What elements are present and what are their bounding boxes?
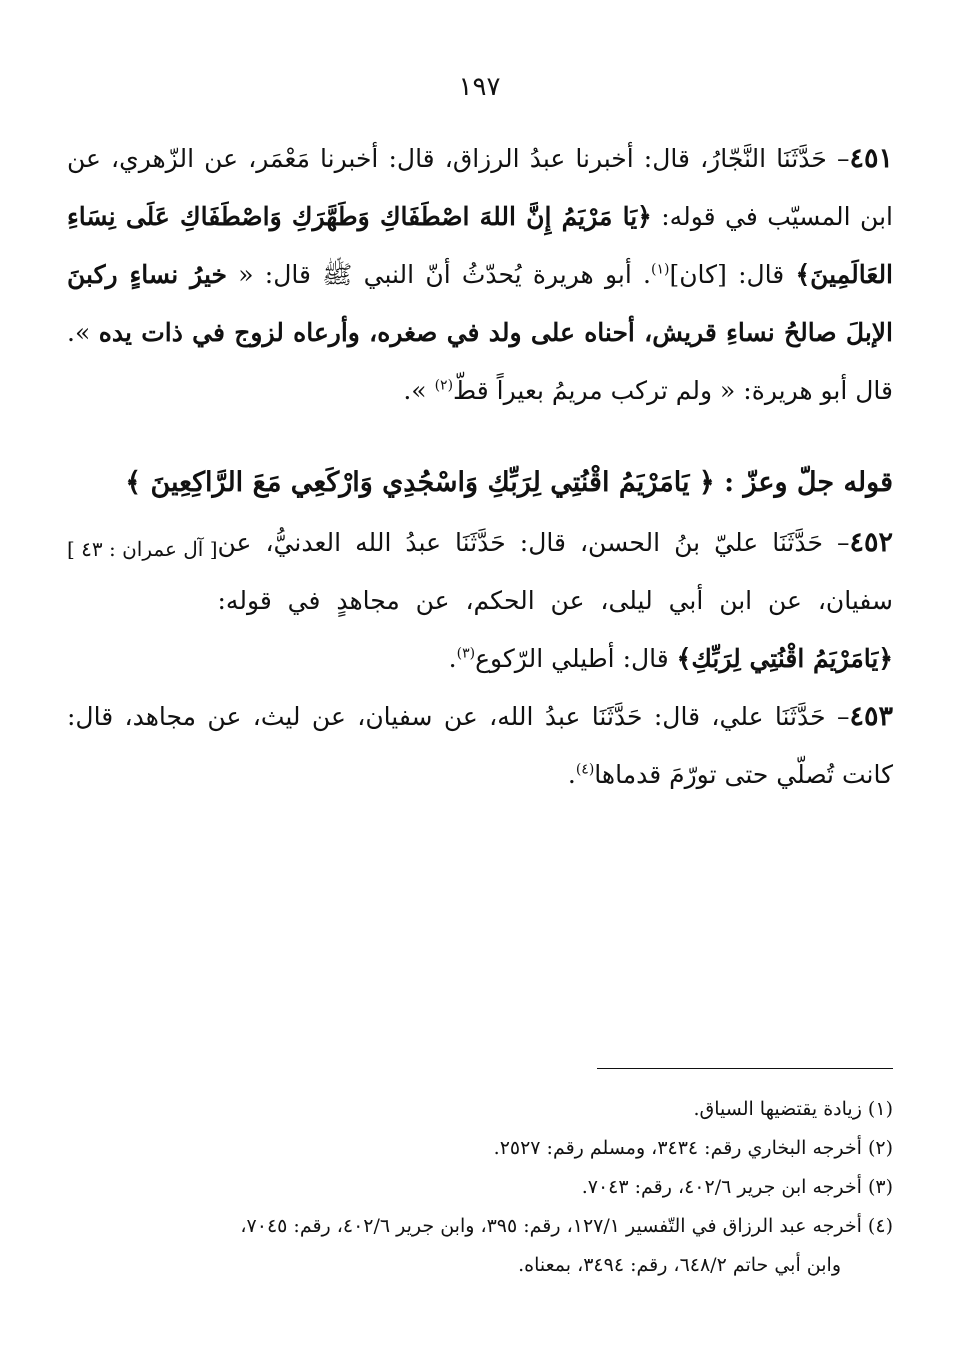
isnad: حَدَّثَنَا النَّجّارُ، قال: أخبرنا عبدُ الرزاق، قال: أخبرنا مَعْمَر، عن الزّهري، عن ابن المسيّب في قوله: bbox=[67, 144, 893, 231]
footnote-4-continued: وابن أبي حاتم ٦٤٨/٢، رقم: ٣٤٩٤، بمعناه. bbox=[518, 1254, 841, 1276]
heading-verse: ﴿ يَامَرْيَمُ اقْنُتِي لِرَبِّكِ وَاسْجُدِي وَارْكَعِي مَعَ الرَّاكِعِينَ ﴾ bbox=[125, 467, 715, 498]
footnote-3: (٣) أخرجه ابن جرير ٤٠٢/٦، رقم: ٧٠٤٣. bbox=[581, 1176, 893, 1198]
dash: – bbox=[825, 702, 850, 731]
text-segment: . bbox=[448, 644, 457, 673]
dash: – bbox=[826, 144, 850, 173]
text-segment: ». قال أبو هريرة: « ولم تركب مريمُ بعيراً قطّ bbox=[67, 318, 893, 405]
footnote-divider bbox=[597, 1068, 893, 1069]
footnote-marker: (١) bbox=[650, 261, 670, 278]
footnote-marker: (٤) bbox=[575, 761, 595, 778]
footnotes bbox=[67, 1090, 893, 1285]
hadith-number: ٤٥١ bbox=[849, 143, 893, 174]
text-segment: . bbox=[567, 760, 576, 789]
quran-verse: ﴿يَا مَرْيَمُ إِنَّ اللهَ اصْطَفَاكِ وَطَهَّرَكِ وَاصْطَفَاكِ عَلَى نِسَاءِ العَالَمِينَ﴾ bbox=[67, 202, 894, 289]
text-segment: ». bbox=[403, 376, 435, 405]
dash: – bbox=[822, 528, 850, 557]
quran-verse: ﴿يَامَرْيَمُ اقْنُتِي لِرَبِّكِ﴾ bbox=[676, 644, 893, 673]
isnad: حَدَّثَنَا عليّ بنُ الحسن، قال: حَدَّثَنَا عبدُ الله العدنيُّ، عن سفيان، عن ابن أبي ليلى، عن الحكم، عن مجاهدٍ في قوله: bbox=[217, 528, 893, 615]
text-segment: قال: أطيلي الرّكوع bbox=[475, 644, 677, 673]
heading-intro: قوله جلّ وعزّ : bbox=[714, 467, 893, 498]
footnote-marker: (٣) bbox=[456, 645, 476, 662]
footnote-4: (٤) أخرجه عبد الرزاق في التّفسير ١٢٧/١، رقم: ٣٩٥، وابن جرير ٤٠٢/٦، رقم: ٧٠٤٥، bbox=[240, 1215, 893, 1237]
text-segment: . أبو هريرة يُحدّثُ أنّ النبي ﷺ قال: « bbox=[226, 260, 651, 289]
hadith-number: ٤٥٢ bbox=[849, 527, 893, 558]
text-segment: حَدَّثَنَا علي، قال: حَدَّثَنَا عبدُ الله، عن سفيان، عن ليث، عن مجاهد، قال: كانت تُصلّي حتى تورّمَ قدماها bbox=[67, 702, 893, 789]
text-segment: قال: [كان] bbox=[669, 260, 796, 289]
hadith-number: ٤٥٣ bbox=[849, 701, 893, 732]
footnote-1: (١) زيادة يقتضيها السياق. bbox=[693, 1098, 893, 1120]
hadith-453 bbox=[67, 688, 893, 804]
verse-reference: [ آل عمران : ٤٣ ] bbox=[67, 537, 218, 561]
hadith-matn: خيرُ نساءٍ ركبنَ الإبلَ صالحُ نساءِ قريش، أحناه على ولد في صغره، وأرعاه لزوج في ذات يده bbox=[67, 260, 893, 347]
main-text bbox=[67, 130, 893, 804]
footnote-marker: (٢) bbox=[434, 377, 454, 394]
hadith-451 bbox=[67, 130, 893, 420]
page-number: ١٩٧ bbox=[458, 72, 501, 102]
footnote-2: (٢) أخرجه البخاري رقم: ٣٤٣٤، ومسلم رقم: ٢٥٢٧. bbox=[493, 1137, 893, 1159]
